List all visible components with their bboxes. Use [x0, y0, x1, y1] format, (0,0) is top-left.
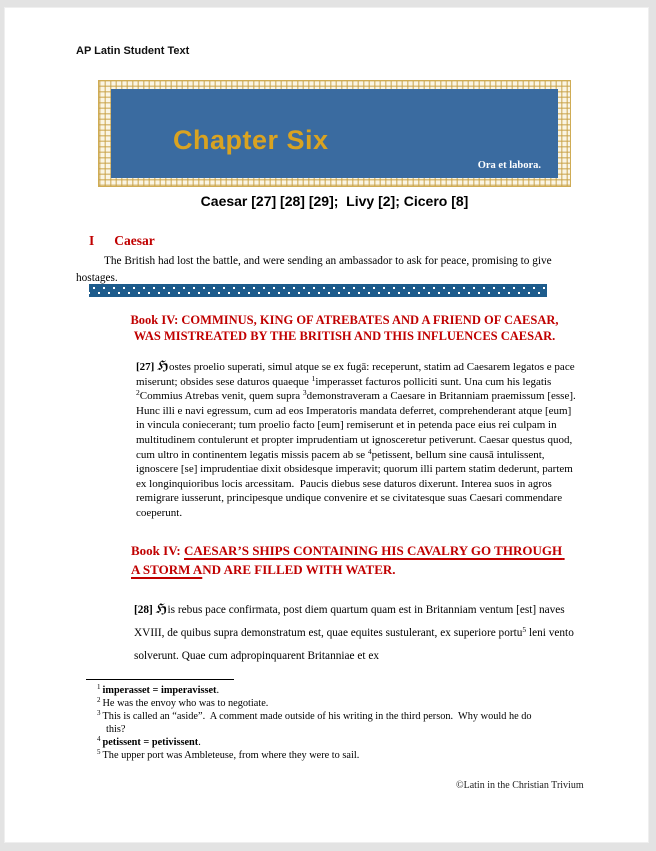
footnote-row-2 — [97, 697, 615, 710]
footnote-row-3 — [97, 710, 615, 736]
footnote-number: 1 — [97, 683, 101, 691]
footnote-text: This is called an “aside”. A comment made outside of his writing in the third person. Why would he do this? — [102, 711, 535, 735]
section-intro — [76, 253, 581, 287]
footnote-number: 2 — [97, 696, 101, 704]
footnote-number: 3 — [97, 709, 101, 717]
banner-motto: Ora et labora. — [477, 160, 541, 171]
footnote-text: petissent = petivissent. — [102, 737, 201, 748]
section-title: Caesar — [114, 233, 155, 248]
page-header-label: AP Latin Student Text — [76, 45, 190, 57]
chapter-banner — [98, 80, 571, 187]
footnote-row-4 — [97, 736, 615, 749]
chapter-banner-panel — [111, 89, 558, 178]
footnote-number: 5 — [97, 748, 101, 756]
footnote-separator — [86, 679, 234, 680]
footnote-number: 4 — [97, 735, 101, 743]
footnote-row-1 — [97, 684, 615, 697]
latin-paragraph-28: [28] ℌis rebus pace confirmata, post diem quartum quam est in Britanniam ventum [est] naves XVIII, de quibus supra demonstratum est, quae equites sustulerant, ex superiore portu$^5$ leni vento solverunt. Quae cum adpropinquarent Britanniae et ex — [134, 602, 577, 662]
book4-heading-ships: Book IV: CAESAR’S SHIPS CONTAINING HIS CAVALRY GO THROUGH A STORM AND ARE FILLED WITH WATER. — [131, 543, 565, 577]
document-page — [4, 7, 649, 843]
latin-paragraph-27: [27] ℌostes proelio superati, simul atque se ex fugā: receperunt, statim ad Caesarem legatos e pace miserunt; obsides sese daturos quaeque $^1$imperasset facturos polliciti sunt. Una cum his legatis $^2$Commius Atrebas venit, quem supra $^3$demonstraveram a Caesare in Britanniam praemissum [esse]. Hunc illi e navi egressum, cum ad eos Imperatoris mandata deferret, comprehenderant atque [eum] in vincula coniecerant; tum proelio facto [eum] remiserunt et in petenda pace eius rei culpam in multitudinem contulerunt et propter imprudentiam ut ignosceretur petiverunt. Caesar questus quod, cum ultro in continentem legatis missis pacem ab se $^4$petissent, bellum sine causā intulissent, ignoscere [se] imprudentiae dixit obsidesque imperavit; quorum illi partem statim dederunt, partem ex longinquioribus locis arcessitam. Paucis diebus sese daturos dixerunt. Interea suos in agros remigrare iusserunt, principesque undique convenire et se civitatesque suas Caesari commendare coeperunt. — [136, 359, 579, 519]
footnote-text: He was the envoy who was to negotiate. — [102, 698, 269, 709]
footnote-text: The upper port was Ambleteuse, from where they were to sail. — [102, 750, 360, 761]
dotted-divider — [89, 284, 547, 297]
book4-heading-comminus: Book IV: COMMINUS, KING OF ATREBATES AND A FRIEND OF CAESAR, WAS MISTREATED BY THE BRITISH AND THIS INFLUENCES CAESAR. — [130, 313, 559, 343]
section-intro-text: The British had lost the battle, and were sending an ambassador to ask for peace, promising to give hostages. — [76, 255, 555, 284]
section-numeral: I — [89, 233, 95, 248]
footnotes — [97, 684, 615, 762]
section-heading — [89, 233, 155, 249]
page-footer-credit: ©Latin in the Christian Trivium — [456, 780, 584, 791]
chapter-title: Chapter Six — [173, 125, 329, 155]
footnote-row-5 — [97, 749, 615, 762]
footnote-text: imperasset = imperavisset. — [102, 685, 220, 696]
reading-list-subtitle: Caesar [27] [28] [29]; Livy [2]; Cicero [8] — [200, 193, 469, 209]
